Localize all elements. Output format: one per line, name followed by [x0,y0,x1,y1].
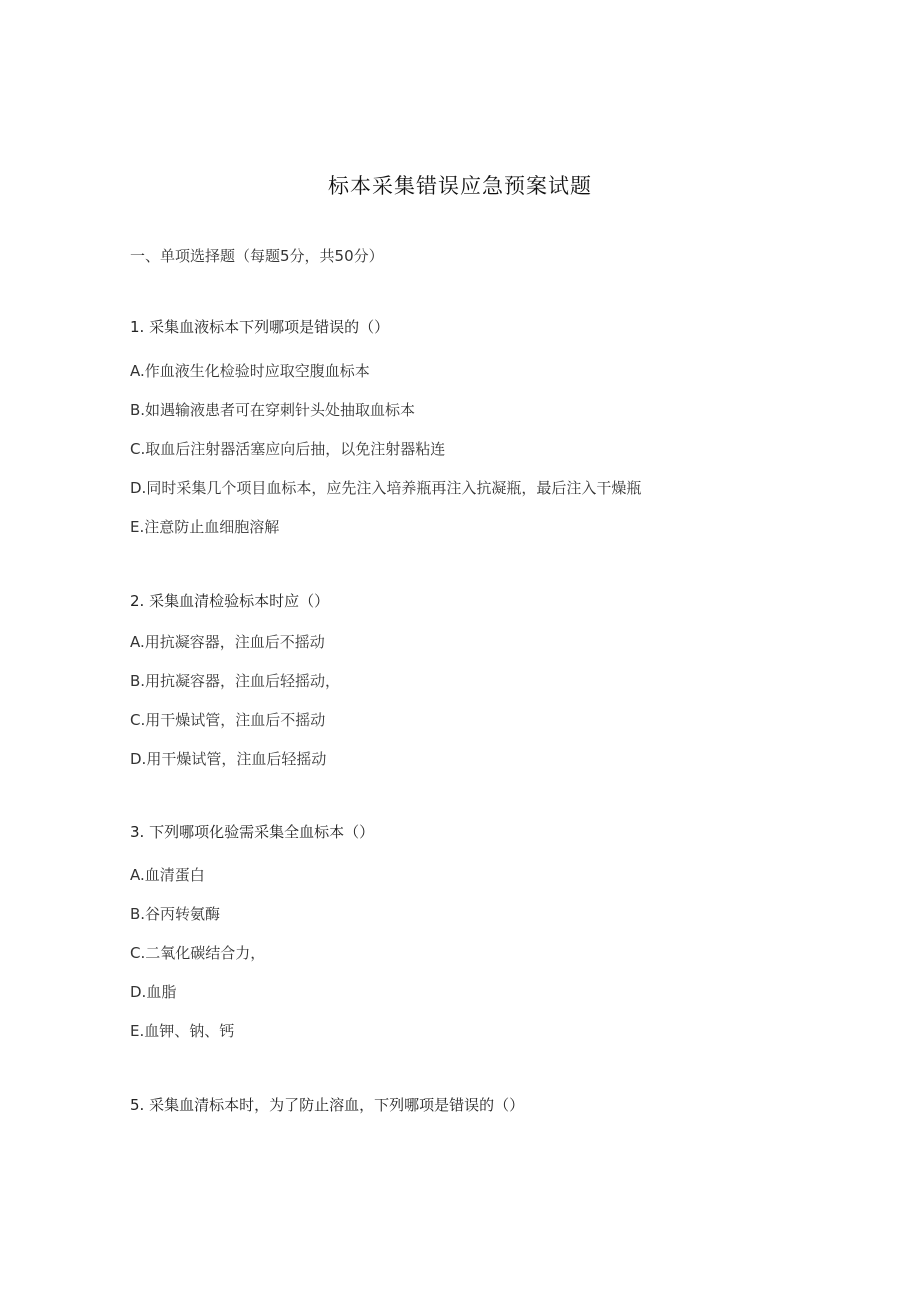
question-5-stem: 5. 采集血清标本时，为了防止溶血，下列哪项是错误的（） [130,1096,525,1114]
question-1-option-b: B.如遇输液患者可在穿刺针头处抽取血标本 [130,401,416,419]
question-2-option-a: A.用抗凝容器，注血后不摇动 [130,633,325,651]
question-1-option-e: E.注意防止血细胞溶解 [130,518,280,536]
question-3-option-c: C.二氧化碳结合力， [130,944,266,962]
question-3-option-d: D.血脂 [130,983,177,1001]
question-3-option-e: E.血钾、钠、钙 [130,1022,235,1040]
question-1-stem: 1. 采集血液标本下列哪项是错误的（） [130,318,390,336]
page-title: 标本采集错误应急预案试题 [328,174,592,198]
question-3-option-b: B.谷丙转氨酶 [130,905,221,923]
question-1-option-c: C.取血后注射器活塞应向后抽，以免注射器粘连 [130,440,446,458]
question-2-option-b: B.用抗凝容器，注血后轻摇动， [130,672,341,690]
question-3-option-a: A.血清蛋白 [130,866,205,884]
question-2-option-d: D.用干燥试管，注血后轻摇动 [130,750,327,768]
question-1-option-a: A.作血液生化检验时应取空腹血标本 [130,362,370,380]
question-2-option-c: C.用干燥试管，注血后不摇动 [130,711,326,729]
question-1-option-d: D.同时采集几个项目血标本，应先注入培养瓶再注入抗凝瓶，最后注入干燥瓶 [130,479,642,497]
question-3-stem: 3. 下列哪项化验需采集全血标本（） [130,823,375,841]
section-heading: 一、单项选择题（每题5分，共50分） [130,247,384,265]
question-2-stem: 2. 采集血清检验标本时应（） [130,592,330,610]
